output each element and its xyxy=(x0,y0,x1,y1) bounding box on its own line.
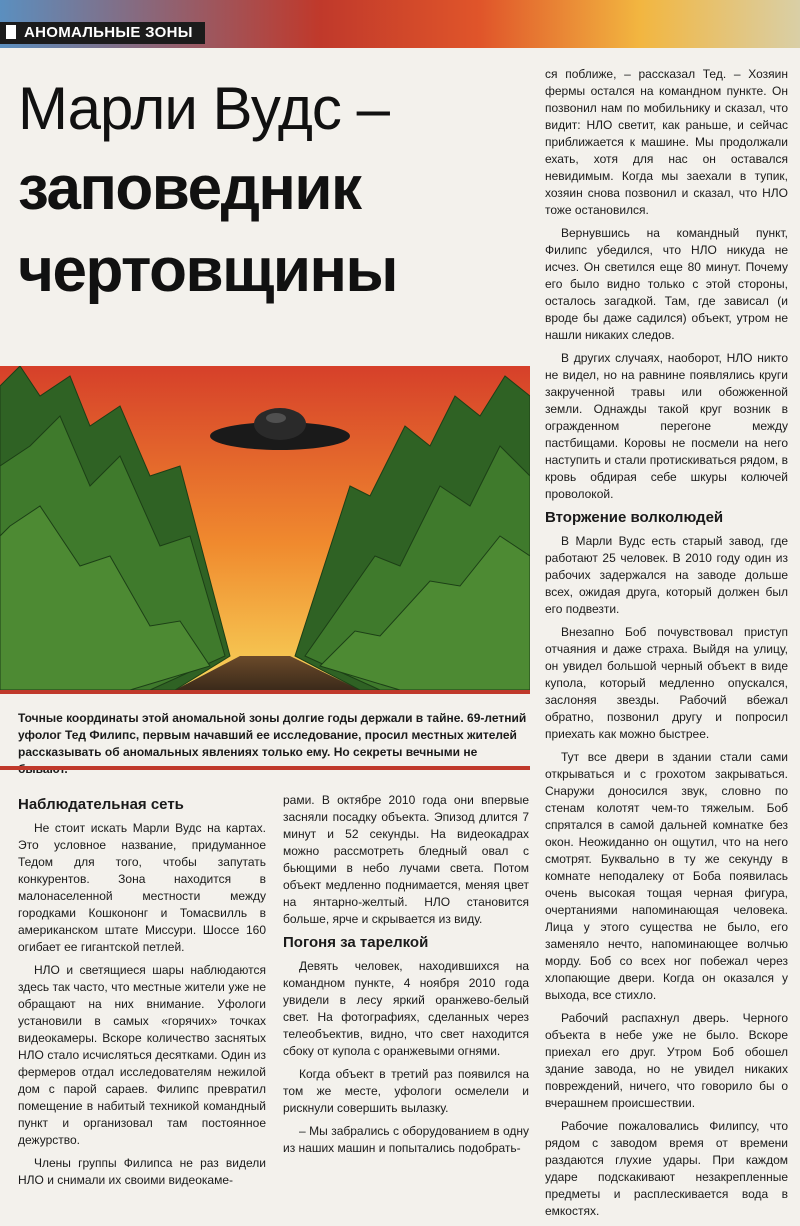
paragraph: Девять человек, находившихся на командном пункте, 4 ноября 2010 года увидели в лесу яркий оранжево-белый свет. На фотографиях, сделанных через телеобъектив, видно, что свет находится сбоку от купола с оранжевыми огнями. xyxy=(283,959,529,1058)
paragraph: ся поближе, – рассказал Тед. – Хозяин фермы остался на командном пункте. Он позвонил нам по мобильнику и сказал, что видит: НЛО светит, как раньше, и сейчас приближается к машине. Мы продолжали ехать, хотя для нас он оставался невидимым. Когда мы заехали в тупик, хозяин снова позвонил и сказал, что НЛО тоже остановился. xyxy=(545,67,788,217)
paragraph: рами. В октябре 2010 года они впервые засняли посадку объекта. Эпизод длится 7 минут и 52 секунды. На видеокадрах можно рассмотреть бледный овал с бьющими в небо лучами света. Потом объект медленно поднимается, меняя цвет на янтарно-желтый. НЛО становится больше, ярче и скрывается из виду. xyxy=(283,793,529,926)
subheading-saucer-chase: Погоня за тарелкой xyxy=(283,934,429,951)
ufo-cornfield-illustration xyxy=(0,366,530,690)
paragraph: НЛО и светящиеся шары наблюдаются здесь так часто, что местные жители уже не обращают на них внимание. Уфологи установили в самых «горячих» точках видеокамеры. Вскоре количество заснятых НЛО стало исчисляться десятками. Один из фермеров отдал исследователям нежилой дом с парой сараев. Филипс превратил помещение в набитый техникой командный пункт и организовал там постоянное дежурство. xyxy=(18,963,266,1147)
headline-line-2: заповедник xyxy=(18,154,361,223)
headline xyxy=(18,70,538,312)
paragraph: Тут все двери в здании стали сами открываться и с грохотом закрываться. Снаружи доносился звук, словно по стенам колотят чем-то тяжелым. Боб спрятался в самой дальней комнатке без окон. Неожиданно он ощутил, что на него смотрят. Буквально в ту же секунду в комнате неподалеку от Боба появилась очень высокая тощая черная фигура, очертаниями напоминающая человека. Лица у этого существа не было, его заменяло нечто, напоминающее волчью морду. Боб со всех ног побежал через хлопающие двери. Когда он оказался у выхода, все стихло. xyxy=(545,750,788,1002)
paragraph: В Марли Вудс есть старый завод, где работают 25 человек. В 2010 году один из рабочих задержался на заводе дольше всех, ожидая друга, который должен был его подвезти. xyxy=(545,534,788,616)
lead-rule-bottom xyxy=(0,766,530,770)
paragraph: Рабочие пожаловались Филипсу, что рядом с заводом время от времени раздаются глухие удары. При каждом ударе подскакивают незакрепленные предметы и расплескивается вода в емкостях. xyxy=(545,1119,788,1218)
article-column-2 xyxy=(283,792,529,1163)
article-column-3 xyxy=(545,66,788,1226)
article-column-1 xyxy=(18,792,266,1195)
paragraph: Вернувшись на командный пункт, Филипс убедился, что НЛО никуда не исчез. Он светился еще 80 минут. Почему его было видно только с этой стороны, осталось загадкой. Там, где зависал (и вроде бы даже садился) объект, утром не нашли никаких следов. xyxy=(545,226,788,342)
lead-paragraph: Точные координаты этой аномальной зоны долгие годы держали в тайне. 69-летний уфолог Тед Филипс, первым начавший ее исследование, просил местных жителей рассказывать об аномальных явлениях только ему. Но секреты вечными не xyxy=(18,711,527,759)
subheading-observation-network: Наблюдательная сеть xyxy=(18,796,184,813)
subheading-werewolf-invasion: Вторжение волколюдей xyxy=(545,509,724,526)
paragraph: Не стоит искать Марли Вудс на картах. Это условное название, придуманное Тедом для того, чтобы запутать конкурентов. Зона находится в малонаселенной местности между городками Кошкононг и Томасвилль в американском штате Миссури. Шоссе 160 огибает ее гигантской петлей. xyxy=(18,821,266,954)
section-label: АНОМАЛЬНЫЕ ЗОНЫ xyxy=(0,22,205,44)
headline-line-1: Марли Вудс – xyxy=(18,75,389,142)
paragraph: Рабочий распахнул дверь. Черного объекта в небе уже не было. Вскоре приехал его друг. Утром Боб обошел здание завода, но не увидел никаких повреждений, ничего, что говорило бы о вчерашнем происшествии. xyxy=(545,1011,788,1110)
paragraph: В других случаях, наоборот, НЛО никто не видел, но на равнине появлялись круги закрученной травы или обожженной земли. Однажды такой круг возник в огражденном перегоне между пастбищами. Коровы не посмели на него наступить и стали протискиваться рядом, в кровь обдирая себе шкуры колючей проволокой. xyxy=(545,351,788,501)
paragraph: Члены группы Филипса не раз видели НЛО и снимали их своими видеокаме- xyxy=(18,1156,266,1187)
headline-line-3: чертовщины xyxy=(18,236,397,305)
paragraph: Внезапно Боб почувствовал приступ отчаяния и даже страха. Выйдя на улицу, он увидел большой черный объект в виде купола, который медленно опускался, заслоняя звезды. Рабочий вбежал обратно, позвонил другу и попросил приехать как можно быстрее. xyxy=(545,625,788,741)
lead-rule-top xyxy=(0,690,530,694)
paragraph: Когда объект в третий раз появился на том же месте, уфологи осмелели и рискнули совершить вылазку. xyxy=(283,1067,529,1115)
paragraph: – Мы забрались с оборудованием в одну из наших машин и попытались подобрать- xyxy=(283,1124,529,1155)
